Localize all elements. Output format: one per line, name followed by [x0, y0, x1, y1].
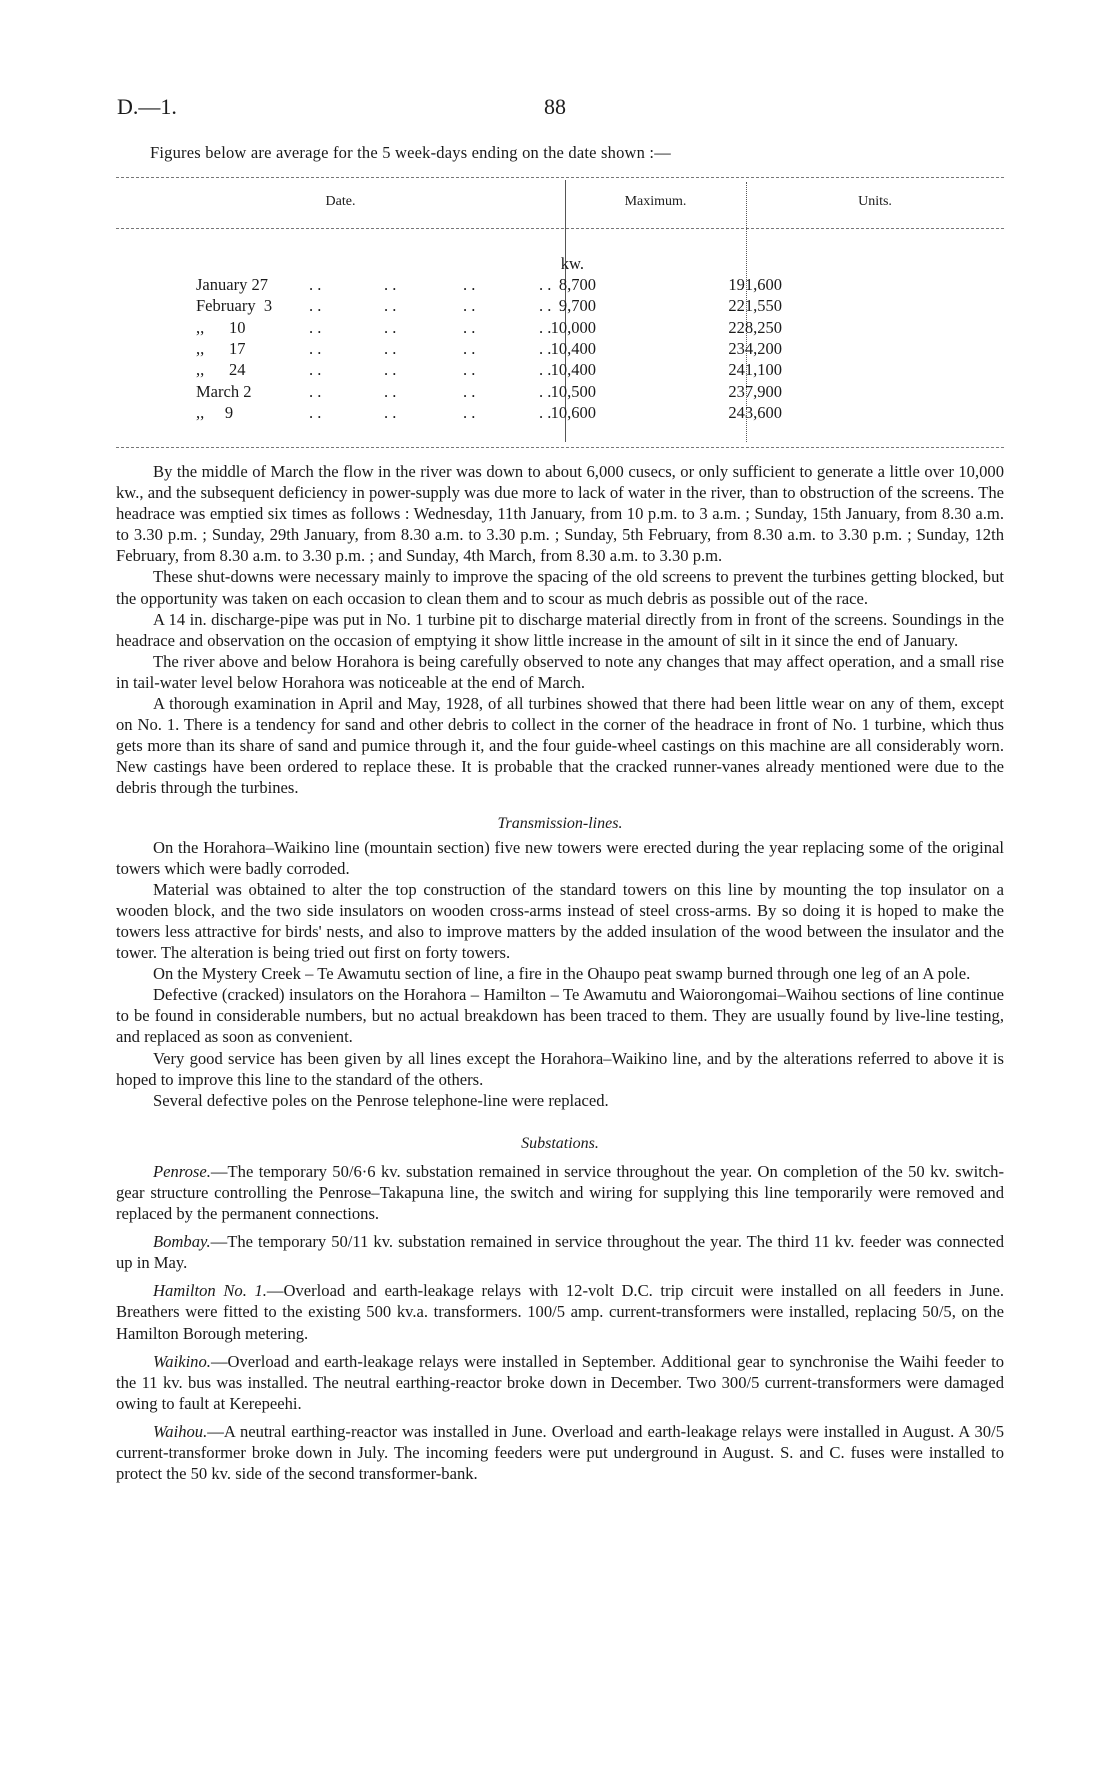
row-maximum: 10,000 [550, 317, 596, 337]
column-header-date: Date. [325, 194, 356, 209]
document-body [116, 461, 1004, 1484]
substation-paragraph [116, 1280, 1004, 1343]
substation-text: —Overload and earth-leakage relays with 12-volt D.C. trip circuit were installed on all feeders in June. Breathers were fitted to the existing 500 kv.a. transformers. 100/5 amp. current-transformers were installed, replacing 50/5, on the Hamilton Borough metering. [116, 1281, 1004, 1343]
substation-text: —The temporary 50/6·6 kv. substation remained in service throughout the year. On completion of the 50 kv. switch-gear structure controlling the Penrose–Takapuna line, the switch and wiring for supplying this line temporarily were removed and replaced by the permanent connections. [116, 1161, 1004, 1224]
paragraph: On the Horahora–Waikino line (mountain section) five new towers were erected during the year replacing some of the original towers which were badly corroded. [116, 837, 1004, 878]
row-units: 241,100 [728, 360, 782, 380]
table-row: ,, 24 . . . . . . . . 10,400 241,100 [196, 360, 782, 380]
row-units: 243,600 [728, 402, 782, 422]
row-maximum: 10,400 [550, 338, 596, 358]
row-maximum: 10,600 [550, 402, 596, 422]
maximum-unit: kw. [560, 254, 584, 273]
paragraph: The river above and below Horahora is being carefully observed to note any changes that may affect operation, and a small rise in tail-water level below Horahora was noticeable at the end of March. [116, 651, 1004, 692]
table-row: ,, 9 . . . . . . . . 10,600 243,600 [196, 402, 782, 422]
table-row: ,, 17 . . . . . . . . 10,400 234,200 [196, 338, 782, 358]
column-header-maximum: Maximum. [624, 194, 687, 209]
paragraph: On the Mystery Creek – Te Awamutu section of line, a fire in the Ohaupo peat swamp burned through one leg of an A pole. [153, 964, 971, 984]
section-heading-substations: Substations. [521, 1134, 599, 1152]
table-row: March 2 . . . . . . . . 10,500 237,900 [196, 381, 782, 401]
row-units: 221,550 [728, 296, 782, 316]
row-units: 191,600 [728, 275, 782, 294]
paragraph: A 14 in. discharge-pipe was put in No. 1 turbine pit to discharge material directly from in front of the screens. Soundings in the headrace and observation on the occasion of emptying it show little increase in the amount of silt in it since the end of January. [116, 609, 1004, 650]
table-header-rule [116, 228, 1004, 229]
paragraph: Very good service has been given by all lines except the Horahora–Waikino line, and by the alterations referred to above it is hoped to improve this line to the standard of the others. [116, 1048, 1004, 1089]
paragraph: Several defective poles on the Penrose telephone-line were replaced. [153, 1090, 609, 1110]
table-top-rule [116, 177, 1004, 178]
substation-name: Waikino. [153, 1351, 211, 1371]
substation-paragraph [116, 1351, 1004, 1414]
table-caption: Figures below are average for the 5 week-days ending on the date shown :— [150, 143, 671, 162]
row-date: ,, 10 [196, 317, 246, 337]
substation-paragraph [116, 1421, 1004, 1484]
row-date: February 3 [196, 296, 273, 316]
row-maximum: 10,500 [550, 381, 596, 401]
table-bottom-rule [116, 447, 1004, 448]
table-row: ,, 10 . . . . . . . . 10,000 228,250 [196, 317, 782, 337]
row-units: 237,900 [728, 381, 782, 401]
paragraph: These shut-downs were necessary mainly to improve the spacing of the old screens to prevent the turbines getting blocked, but the opportunity was taken on each occasion to clean them and to scour as much debris as possible out of the race. [116, 567, 1004, 608]
substation-paragraph [116, 1231, 1004, 1273]
row-maximum: 8,700 [558, 275, 596, 294]
row-units: 228,250 [728, 317, 782, 337]
section-heading-transmission: Transmission-lines. [497, 814, 623, 832]
page-number: 88 [544, 94, 566, 119]
row-date: January 27 [196, 275, 268, 294]
substation-text: —Overload and earth-leakage relays were installed in September. Additional gear to synchronise the Waihi feeder to the 11 kv. bus was installed. The neutral earthing-reactor broke down in December. Two 300/5 current-transformers were damaged owing to fault at Kerepeehi. [116, 1351, 1004, 1413]
row-maximum: 10,400 [550, 360, 596, 380]
substation-name: Bombay. [153, 1232, 211, 1252]
row-date: ,, 24 [196, 360, 246, 380]
substation-text: —The temporary 50/11 kv. substation remained in service throughout the year. The third 11 kv. feeder was connected up in May. [116, 1232, 1004, 1273]
substation-text: —A neutral earthing-reactor was installed in June. Overload and earth-leakage relays were installed in August. A 30/5 current-transformer broke down in July. The incoming feeders were put underground in August. S. and C. fuses were installed to protect the 50 kv. side of the second transformer-bank. [116, 1421, 1004, 1484]
table-row: January 27 . . . . . . . . 8,700 191,600 [196, 275, 782, 294]
row-units: 234,200 [728, 338, 782, 358]
table-row: February 3 . . . . . . . . 9,700 221,550 [196, 296, 782, 316]
row-date: ,, 17 [196, 338, 246, 358]
substation-paragraph [116, 1161, 1004, 1224]
paragraph: Material was obtained to alter the top construction of the standard towers on this line by mounting the top insulator on a wooden block, and the two side insulators on wooden cross-arms instead of steel cross-arms. By so doing it is hoped to make the towers less attractive for birds' nests, and also to improve matters by the added insulation of the wood between the insulator and the tower. The alteration is being tried out first on forty towers. [116, 879, 1004, 963]
paragraph: Defective (cracked) insulators on the Horahora – Hamilton – Te Awamutu and Waiorongomai–Waihou sections of line continue to be found in considerable numbers, but no actual breakdown has been traced to them. They are usually found by live-line testing, and replaced as soon as convenient. [116, 985, 1004, 1047]
column-header-units: Units. [858, 194, 892, 209]
substation-name: Hamilton No. 1. [153, 1281, 267, 1301]
paragraph: A thorough examination in April and May, 1928, of all turbines showed that there had been little wear on any of them, except on No. 1. There is a tendency for sand and other debris to collect in the corner of the headrace in front of No. 1 turbine, which thus gets more than its share of sand and pumice through it, and the four guide-wheel castings on this machine are all considerably worn. New castings have been ordered to replace these. It is probable that the cracked runner-vanes already mentioned were due to the debris through the turbines. [116, 694, 1004, 798]
row-date: ,, 9 [196, 402, 234, 422]
row-maximum: 9,700 [558, 296, 596, 316]
substation-name: Penrose. [153, 1161, 211, 1181]
substation-name: Waihou. [153, 1421, 208, 1441]
paragraph: By the middle of March the flow in the river was down to about 6,000 cusecs, or only sufficient to generate a little over 10,000 kw., and the subsequent deficiency in power-supply was due more to lack of water in the river, than to obstruction of the screens. The headrace was emptied six times as follows : Wednesday, 11th January, from 10 p.m. to 3 a.m. ; Sunday, 15th January, from 8.30 a.m. to 3.30 p.m. ; Sunday, 29th January, from 8.30 a.m. to 3.30 p.m. ; Sunday, 5th February, from 8.30 a.m. to 3.30 p.m. ; Sunday, 12th February, from 8.30 a.m. to 3.30 p.m. ; and Sunday, 4th March, from 8.30 a.m. to 3.30 p.m. [116, 462, 1004, 566]
document-id: D.—1. [117, 94, 177, 119]
row-date: March 2 [196, 381, 252, 401]
